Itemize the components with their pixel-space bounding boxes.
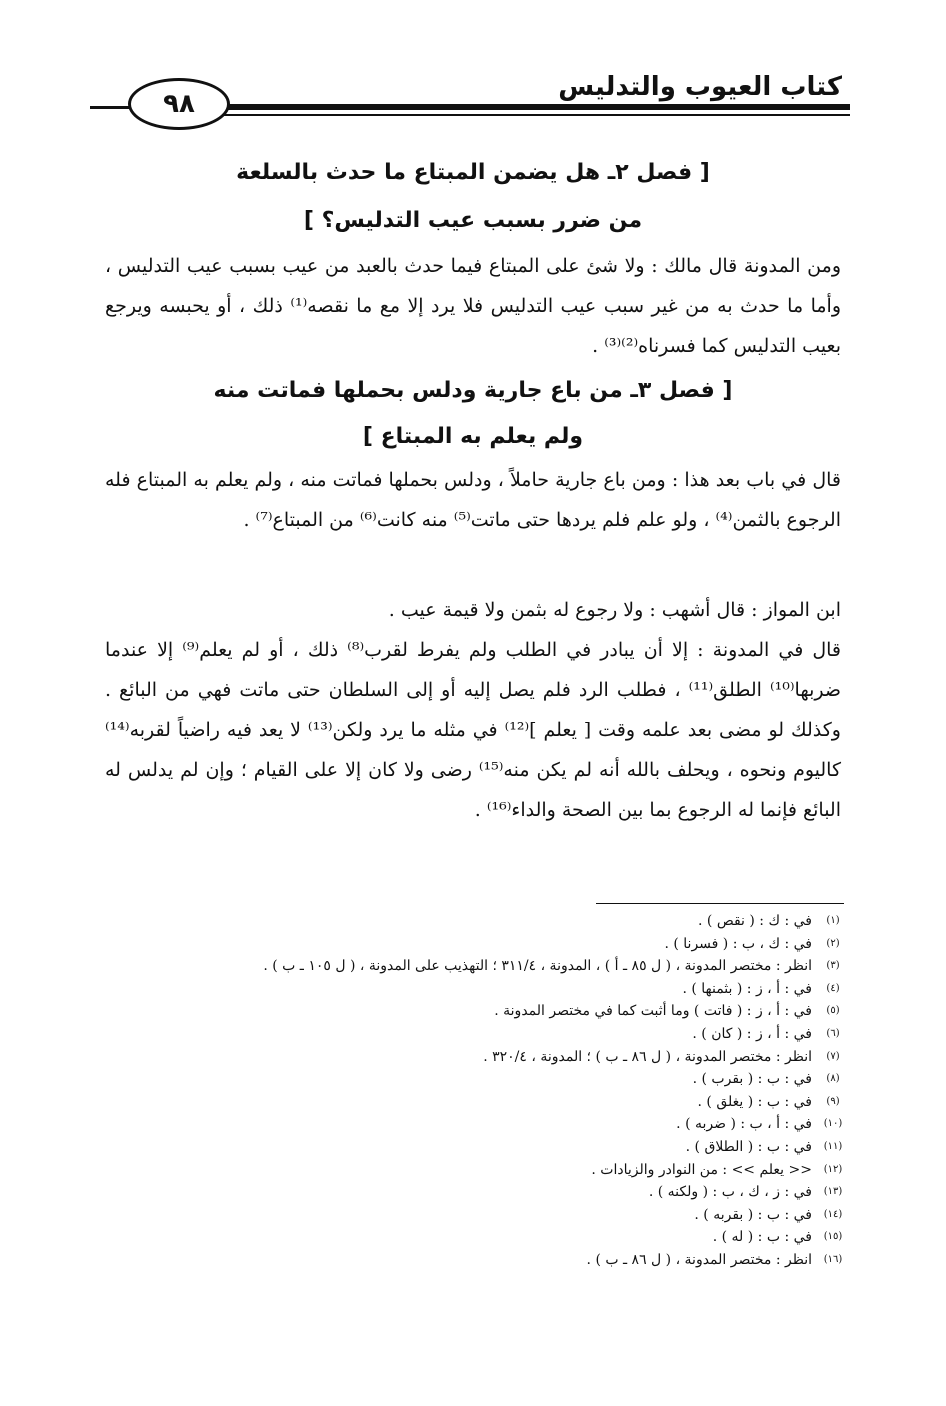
header-rule-thick xyxy=(220,104,850,110)
footnote-text: في : أ ، ز : ( كان ) . xyxy=(692,1025,812,1042)
section-heading-2-line-1: [ فصل ٣ـ من باع جارية ودلس بحملها فماتت منه xyxy=(213,378,733,403)
paragraph-3: ابن المواز : قال أشهب : ولا رجوع له بثمن ولا قيمة عيب . xyxy=(388,599,841,621)
footnote-text: انظر : مختصر المدونة ، ( ل ٨٦ ـ ب ) . xyxy=(586,1251,812,1268)
footnote xyxy=(120,1181,844,1204)
footnote-text: في : ب : ( الطلاق ) . xyxy=(685,1138,812,1155)
footnote-number: (١) xyxy=(826,915,840,926)
footnote-number: (١٦) xyxy=(823,1253,843,1265)
section-heading-2-line-2: ولم يعلم به المبتاع ] xyxy=(362,424,584,449)
footnote-number: (٩) xyxy=(826,1095,840,1107)
paragraph-1: ومن المدونة قال مالك : ولا شئ على المبتاع فيما حدث بالعبد من عيب بسبب عيب التدليس ، وأما ما حدث به من غير سبب عيب التدليس فلا يرد إلا مع ما نقصه⁽¹⁾ ذلك ، أو يحبسه ويرجع بعيب التدليس كما فسرناه⁽²⁾⁽³⁾ . xyxy=(105,255,841,357)
footnote-number: (١٥) xyxy=(823,1231,843,1243)
footnote-text: في : ك ، ب : ( فسرنا ) . xyxy=(664,935,812,952)
footnote-number: (١٣) xyxy=(823,1186,843,1198)
footnote-number: (٢) xyxy=(826,937,840,949)
footnote xyxy=(120,1091,844,1114)
page-header xyxy=(90,62,850,132)
footnote xyxy=(120,910,844,933)
footnote-number: (٧) xyxy=(826,1050,840,1062)
footnotes xyxy=(120,910,844,1272)
footnote xyxy=(120,978,844,1001)
footnote-number: (١٠) xyxy=(823,1118,843,1130)
footnote xyxy=(120,1159,844,1182)
footnote-text: في : ب : ( له ) . xyxy=(712,1229,812,1246)
footnote-separator xyxy=(596,903,844,904)
footnote xyxy=(120,1113,844,1136)
footnote-text: انظر : مختصر المدونة ، ( ل ٨٥ ـ أ ) ، المدونة ، ٣١١/٤ ؛ التهذيب على المدونة ، ( ل ١٠٥ ـ ب ) . xyxy=(263,958,812,975)
footnote-number: (٨) xyxy=(826,1073,840,1085)
footnote-number: (١١) xyxy=(823,1140,843,1152)
footnote-number: (٤) xyxy=(826,982,840,994)
footnote-number: (٥) xyxy=(826,1005,840,1017)
footnote xyxy=(120,1249,844,1272)
footnote-text: << يعلم >> : من النوادر والزيادات . xyxy=(591,1161,812,1178)
footnote-text: في : ب : ( بقربه ) . xyxy=(694,1206,812,1223)
footnote-text: في : ز ، ك ، ب : ( ولكنه ) . xyxy=(648,1184,812,1201)
footnote-text: في : أ ، ز : ( فاتت ) وما أثبت كما في مختصر المدونة . xyxy=(494,1003,812,1020)
footnote-number: (٦) xyxy=(826,1027,840,1039)
footnote xyxy=(120,1136,844,1159)
footnote-text: في : ب : ( يغلق ) . xyxy=(697,1093,812,1110)
footnote-text: في : أ ، ب : ( ضربه ) . xyxy=(676,1116,812,1133)
footnote-text: في : ك : ( نقص ) . xyxy=(698,913,812,929)
footnote xyxy=(120,1046,844,1069)
footnote xyxy=(120,955,844,978)
footnote-number: (١٢) xyxy=(823,1163,843,1175)
paragraph-2: قال في باب بعد هذا : ومن باع جارية حاملاً ، ودلس بحملها فماتت منه ، ولم يعلم به المبتاع فله الرجوع بالثمن⁽⁴⁾ ، ولو علم فلم يردها حتى ماتت⁽⁵⁾ منه كانت⁽⁶⁾ من المبتاع⁽⁷⁾ . xyxy=(105,469,841,531)
header-rule-left xyxy=(90,106,130,109)
footnote-number: (٣) xyxy=(826,960,840,972)
footnote xyxy=(120,1068,844,1091)
footnote xyxy=(120,1000,844,1023)
footnote-text: في : أ ، ز : ( بثمنها ) . xyxy=(682,980,812,997)
footnote-text: انظر : مختصر المدونة ، ( ل ٨٦ ـ ب ) ؛ المدونة ، ٣٢٠/٤ . xyxy=(483,1048,812,1065)
section-heading-1-line-1: [ فصل ٢ـ هل يضمن المبتاع ما حدث بالسلعة xyxy=(236,160,710,185)
footnote xyxy=(120,1226,844,1249)
footnote xyxy=(120,1204,844,1227)
footnote-text: في : ب : ( بقرب ) . xyxy=(692,1071,812,1088)
section-heading-1-line-2: من ضرر بسبب عيب التدليس؟ ] xyxy=(303,208,643,233)
footnote-number: (١٤) xyxy=(823,1208,843,1220)
page-number: ٩٨ xyxy=(128,78,230,130)
footnote xyxy=(120,1023,844,1046)
footnote xyxy=(120,933,844,956)
book-title: كتاب العيوب والتدليس xyxy=(558,72,842,102)
header-rule-thin xyxy=(220,114,850,116)
paragraph-4: قال في المدونة : إلا أن يبادر في الطلب ولم يفرط لقرب⁽⁸⁾ ذلك ، أو لم يعلم⁽⁹⁾ إلا عندما ضربها⁽¹⁰⁾ الطلق⁽¹¹⁾ ، فطلب الرد فلم يصل إليه أو إلى السلطان حتى ماتت فهي من البائع . وكذلك لو مضى بعد علمه وقت [ يعلم ]⁽¹²⁾ في مثله ما يرد ولكن⁽¹³⁾ لا يعد فيه راضياً لقربه⁽¹⁴⁾ كاليوم ونحوه ، ويحلف بالله أنه لم يكن منه⁽¹⁵⁾ رضى ولا كان إلا على القيام ؛ وإن لم يدلس له البائع فإنما له الرجوع بما بين الصحة والداء⁽¹⁶⁾ . xyxy=(105,639,842,821)
